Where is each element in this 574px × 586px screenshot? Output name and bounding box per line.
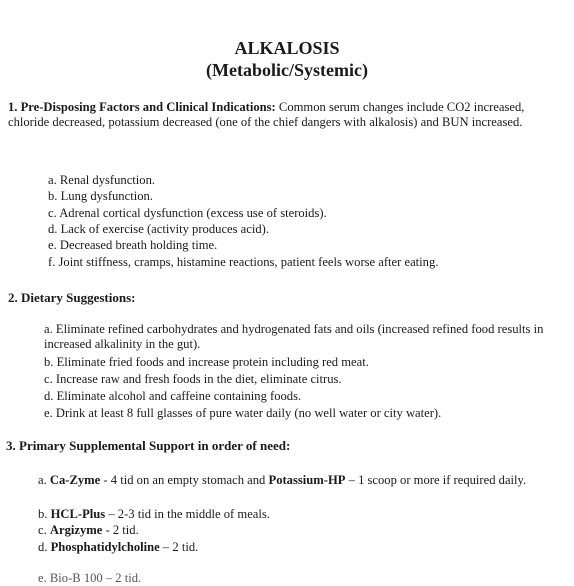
product-name: Ca-Zyme [49, 473, 101, 487]
list-item: b. HCL-Plus – 2-3 tid in the middle of meals. [38, 507, 270, 521]
product-name: Potassium-HP [268, 473, 346, 487]
list-item: d. Lack of exercise (activity produces acid). [48, 222, 269, 236]
section-1-heading: 1. Pre-Disposing Factors and Clinical Indications: [8, 100, 276, 114]
section-3-heading: 3. Primary Supplemental Support in order of need: [6, 438, 291, 453]
list-item: c. Increase raw and fresh foods in the diet, eliminate citrus. [44, 372, 342, 386]
list-item: e. Decreased breath holding time. [48, 238, 218, 252]
section-1-paragraph [8, 100, 564, 130]
list-item: e. Drink at least 8 full glasses of pure water daily (no well water or city water). [44, 406, 442, 420]
list-item: d. Eliminate alcohol and caffeine containing foods. [44, 389, 302, 403]
page-title: ALKALOSIS [234, 38, 340, 58]
list-item: c. Adrenal cortical dysfunction (excess use of steroids). [48, 206, 327, 220]
section-2-heading: 2. Dietary Suggestions: [8, 290, 136, 305]
product-name: Phosphatidylcholine [50, 540, 160, 554]
list-item: a. Renal dysfunction. [48, 173, 156, 187]
list-item: a. Eliminate refined carbohydrates and hydrogenated fats and oils (increased refined food results in increased alkalinity in the gut). [44, 322, 544, 351]
list-item: b. Lung dysfunction. [48, 189, 153, 203]
list-item: b. Eliminate fried foods and increase protein including red meat. [44, 355, 369, 369]
list-item: a. Ca-Zyme - 4 tid on an empty stomach and Potassium-HP – 1 scoop or more if required daily. [38, 473, 527, 487]
list-item: c. Argizyme - 2 tid. [38, 523, 139, 537]
clipped-list-item: e. Bio-B 100 – 2 tid. [38, 571, 142, 585]
list-item: d. Phosphatidylcholine – 2 tid. [38, 540, 199, 554]
product-name: Argizyme [49, 523, 103, 537]
list-item: f. Joint stiffness, cramps, histamine reactions, patient feels worse after eating. [48, 255, 439, 269]
product-name: HCL-Plus [50, 507, 106, 521]
page-subtitle: (Metabolic/Systemic) [206, 60, 368, 80]
section-1-intro: Common serum changes include CO2 increased, chloride decreased, potassium decreased (one of the chief dangers with alkalosis) and BUN increased. [8, 100, 525, 129]
